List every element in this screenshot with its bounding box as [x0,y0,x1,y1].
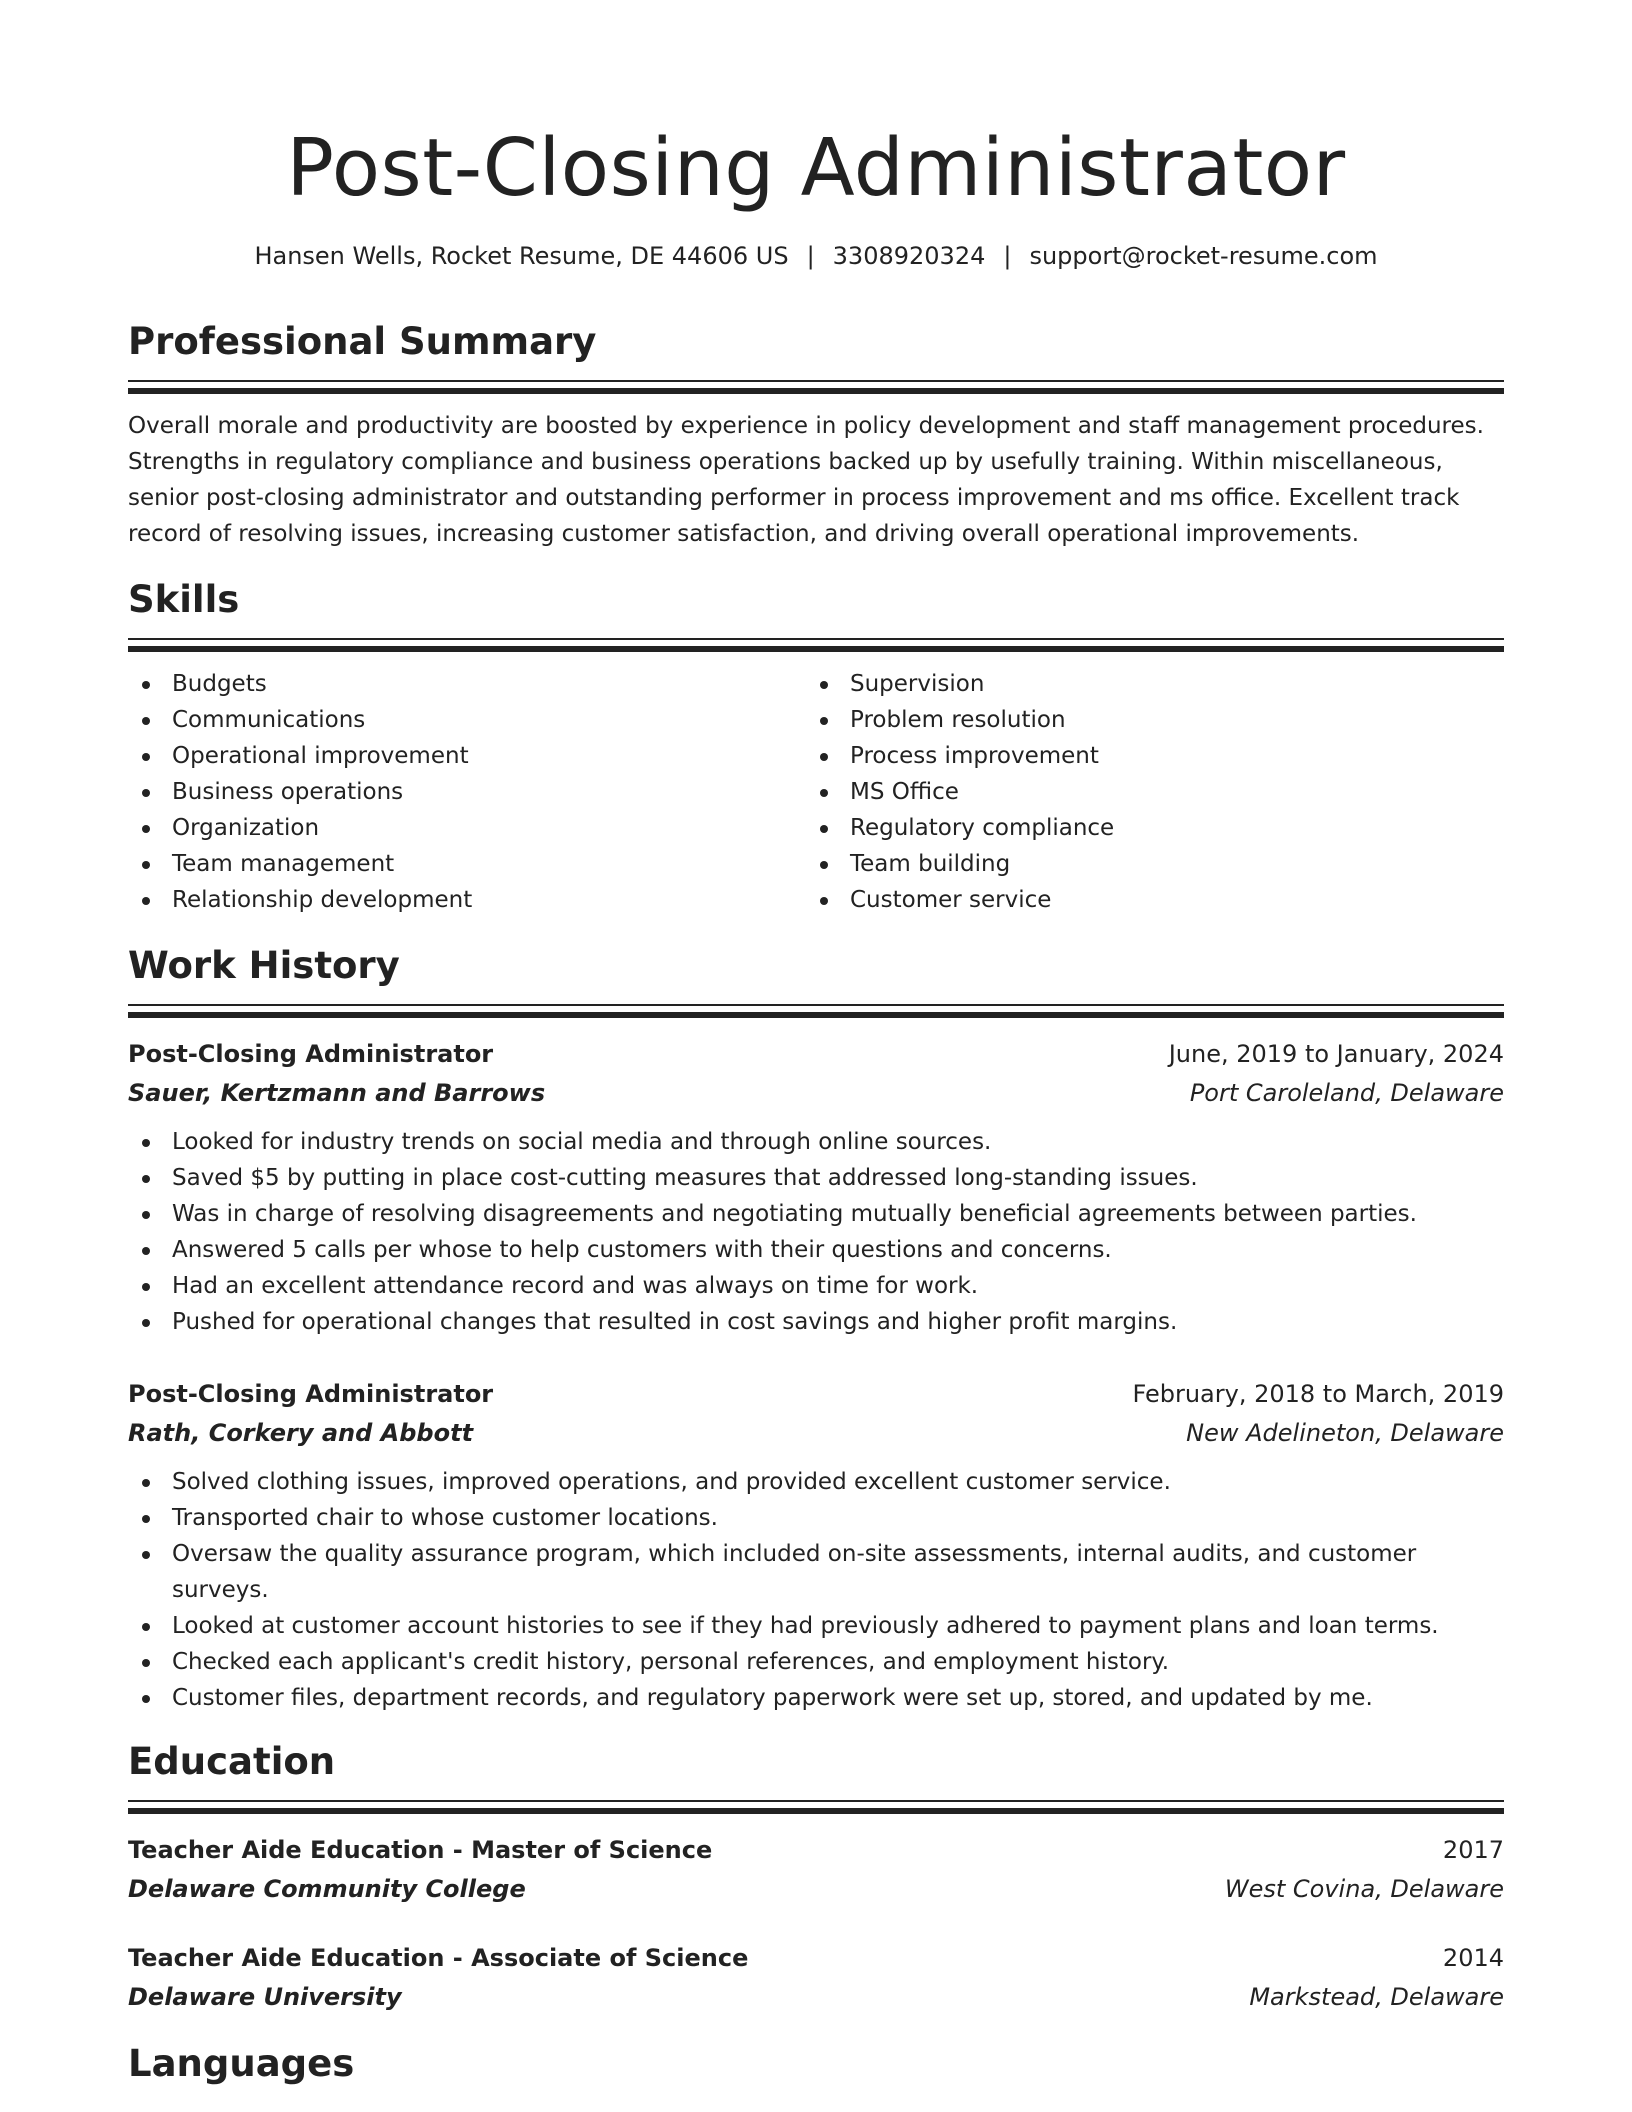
education-location: West Covina, Delaware [1224,1875,1504,1903]
job-bullet: Was in charge of resolving disagreements and negotiating mutually beneficial agreements between parties. [128,1196,1504,1232]
job-bullet: Checked each applicant's credit history, personal references, and employment history. [128,1644,1504,1680]
education-degree: Teacher Aide Education - Associate of Science [128,1944,749,1972]
skill-item: Communications [128,702,806,738]
job-subheader [128,1414,1504,1452]
contact-line [128,238,1504,274]
resume-name: Post-Closing Administrator [286,122,1346,214]
job-subheader [128,1074,1504,1112]
skill-item: Problem resolution [806,702,1484,738]
skill-item: Operational improvement [128,738,806,774]
job-location: Port Caroleland, Delaware [1189,1079,1504,1107]
job-entry [128,1374,1504,1716]
skills-grid [128,666,1504,918]
job-bullet: Looked for industry trends on social media and through online sources. [128,1124,1504,1160]
job-bullet: Looked at customer account histories to see if they had previously adhered to payment plans and loan terms. [128,1608,1504,1644]
section-divider [128,638,1504,640]
job-bullet: Oversaw the quality assurance program, which included on-site assessments, internal audits, and customer surveys. [128,1536,1504,1608]
job-company: Sauer, Kertzmann and Barrows [128,1079,546,1107]
job-dates: June, 2019 to January, 2024 [1168,1040,1504,1068]
contact-address: Hansen Wells, Rocket Resume, DE 44606 US [254,242,789,270]
skill-item: Budgets [128,666,806,702]
job-title: Post-Closing Administrator [128,1380,494,1408]
job-title: Post-Closing Administrator [128,1040,494,1068]
education-location: Markstead, Delaware [1249,1983,1504,2011]
section-divider-thick [128,1012,1504,1018]
job-bullet: Had an excellent attendance record and was always on time for work. [128,1268,1504,1304]
education-subheader [128,1978,1504,2016]
education-header [128,1830,1504,1870]
languages-section [128,2040,1504,2088]
education-subheader [128,1870,1504,1908]
section-divider [128,1004,1504,1006]
job-header [128,1374,1504,1414]
education-year: 2014 [1442,1944,1504,1972]
job-bullet: Solved clothing issues, improved operations, and provided excellent customer service. [128,1464,1504,1500]
skill-item: Process improvement [806,738,1484,774]
skill-item: Relationship development [128,882,806,918]
education-entry [128,1938,1504,2016]
job-location: New Adelineton, Delaware [1186,1419,1504,1447]
job-bullet: Transported chair to whose customer locations. [128,1500,1504,1536]
summary-section [128,318,1504,552]
skill-item: Supervision [806,666,1484,702]
skill-item: Regulatory compliance [806,810,1484,846]
contact-email: support@rocket-resume.com [1029,242,1378,270]
skill-item: Business operations [128,774,806,810]
contact-separator: | [806,242,815,270]
education-year: 2017 [1442,1836,1504,1864]
section-title-summary: Professional Summary [128,320,597,363]
education-degree: Teacher Aide Education - Master of Science [128,1836,713,1864]
section-title-skills: Skills [128,578,240,621]
skill-item: MS Office [806,774,1484,810]
job-bullets [128,1124,1504,1340]
skill-item: Team management [128,846,806,882]
section-divider [128,1800,1504,1802]
job-bullet: Saved $5 by putting in place cost-cutting measures that addressed long-standing issues. [128,1160,1504,1196]
education-school: Delaware Community College [128,1875,526,1903]
section-title-languages: Languages [128,2042,355,2085]
summary-text: Overall morale and productivity are boosted by experience in policy development and staff management procedures. Strengths in regulatory compliance and business operations backed up by usefully training. Within miscellaneous, senior post-closing administrator and outstanding performer in process improvement and ms office. Excellent track record of resolving issues, increasing customer satisfaction, and driving overall operational improvements. [128,413,1484,547]
job-company: Rath, Corkery and Abbott [128,1419,474,1447]
education-section [128,1738,1504,2016]
section-title-work: Work History [128,944,400,987]
skill-item: Organization [128,810,806,846]
section-divider-thick [128,388,1504,394]
job-header [128,1034,1504,1074]
job-bullet: Pushed for operational changes that resulted in cost savings and higher profit margins. [128,1304,1504,1340]
skills-column-right [806,666,1484,918]
job-entry [128,1034,1504,1340]
skills-section [128,576,1504,918]
skill-item: Team building [806,846,1484,882]
contact-separator: | [1003,242,1012,270]
contact-phone: 3308920324 [832,242,986,270]
section-divider-thick [128,646,1504,652]
job-bullets [128,1464,1504,1716]
education-school: Delaware University [128,1983,402,2011]
section-divider [128,380,1504,382]
job-dates: February, 2018 to March, 2019 [1132,1380,1504,1408]
section-divider-thick [128,1808,1504,1814]
job-bullet: Answered 5 calls per whose to help customers with their questions and concerns. [128,1232,1504,1268]
job-bullet: Customer files, department records, and regulatory paperwork were set up, stored, and updated by me. [128,1680,1504,1716]
education-header [128,1938,1504,1978]
work-history-section [128,942,1504,1716]
skill-item: Customer service [806,882,1484,918]
section-title-education: Education [128,1740,336,1783]
education-entry [128,1830,1504,1908]
skills-column-left [128,666,806,918]
